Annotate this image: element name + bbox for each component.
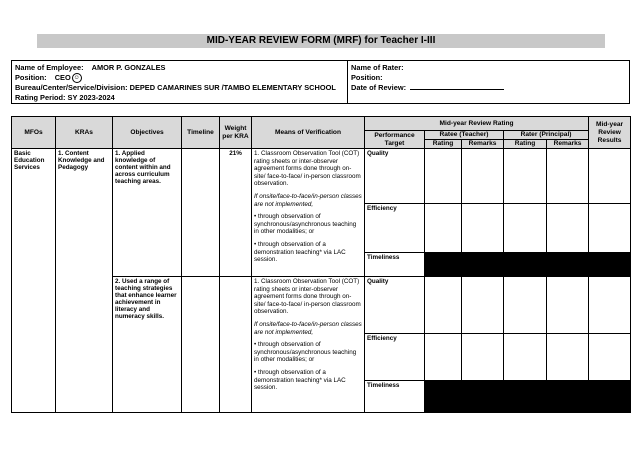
mov-cell-1 <box>252 149 365 277</box>
mov-2-item: 1. Classroom Observation Tool (COT) rating sheets or inter-observer agreement forms done through on-site/ face-to-face/ in-person classroom observation. <box>254 278 361 316</box>
ratee-rating-cell[interactable] <box>425 204 462 253</box>
results-cell[interactable] <box>589 334 631 381</box>
position-line <box>15 73 82 83</box>
ratee-remarks-cell[interactable] <box>462 334 504 381</box>
target-timeliness-2: Timeliness <box>365 381 425 413</box>
header-ratee-remarks: Remarks <box>462 140 504 149</box>
mov-2-item: If onsite/face-to-face/in-person classes are not implemented, <box>254 320 362 336</box>
mov-1-item: • through observation of a demonstration teaching* via LAC session. <box>254 240 346 264</box>
target-quality-1: Quality <box>365 149 425 204</box>
header-weight: Weight per KRA <box>220 117 252 149</box>
kra-cell: 1. Content Knowledge and Pedagogy <box>56 149 113 413</box>
objective-1: 1. Applied knowledge of content within and across curriculum teaching areas. <box>113 149 182 277</box>
header-rater: Rater (Principal) <box>504 131 589 140</box>
position-label: Position: <box>15 73 47 82</box>
ratee-remarks-cell[interactable] <box>462 149 504 204</box>
target-timeliness-1: Timeliness <box>365 253 425 277</box>
objective-2: 2. Used a range of teaching strategies that enhance learner achievement in literacy and numeracy skills. <box>113 277 182 413</box>
position-value: CEO <box>54 73 71 82</box>
header-ratee-rating: Rating <box>425 140 462 149</box>
bureau-label: Bureau/Center/Service/Division: <box>15 83 128 92</box>
rater-remarks-cell[interactable] <box>547 334 589 381</box>
rater-remarks-cell[interactable] <box>547 277 589 334</box>
rater-position-label: Position: <box>351 73 383 82</box>
ratee-rating-cell[interactable] <box>425 334 462 381</box>
rating-period: Rating Period: SY 2023-2024 <box>15 93 115 102</box>
mov-1-item: 1. Classroom Observation Tool (COT) rating sheets or inter-observer agreement forms done through on-site/ face-to-face/ in-person classroom observation. <box>254 150 361 188</box>
target-efficiency-1: Efficiency <box>365 204 425 253</box>
header-ratee: Ratee (Teacher) <box>425 131 504 140</box>
bureau-line <box>15 83 336 92</box>
header-mfos: MFOs <box>12 117 56 149</box>
form-title: MID-YEAR REVIEW FORM (MRF) for Teacher I-III <box>37 34 605 48</box>
ratee-rating-cell[interactable] <box>425 149 462 204</box>
target-efficiency-2: Efficiency <box>365 334 425 381</box>
bureau-value: DEPED CAMARINES SUR /TAMBO ELEMENTARY SCHOOL <box>129 83 336 92</box>
timeline-cell-1[interactable] <box>182 149 220 277</box>
mfo-cell: Basic Education Services <box>12 149 56 413</box>
employee-info-box <box>11 60 630 104</box>
header-kras: KRAs <box>56 117 113 149</box>
results-cell[interactable] <box>589 204 631 253</box>
ratee-remarks-cell[interactable] <box>462 277 504 334</box>
rater-rating-cell[interactable] <box>504 149 547 204</box>
weight-cell: 21% <box>220 149 252 277</box>
blacked-out-cell <box>425 253 631 277</box>
header-rater-rating: Rating <box>504 140 547 149</box>
mov-cell-2 <box>252 277 365 413</box>
mov-1-item: • through observation of synchronous/asynchronous teaching in other modalities; or <box>254 213 357 236</box>
header-results: Mid-year Review Results <box>589 117 631 149</box>
employee-name: AMOR P. GONZALES <box>91 63 166 72</box>
header-mov: Means of Verification <box>252 117 365 149</box>
rater-remarks-cell[interactable] <box>547 149 589 204</box>
employee-label: Name of Employee: <box>15 63 84 72</box>
header-performance-target: Performance Target <box>365 131 425 149</box>
review-table <box>11 116 631 413</box>
weight-cell-2 <box>220 277 252 413</box>
rater-rating-cell[interactable] <box>504 204 547 253</box>
rater-name-label: Name of Rater: <box>351 63 404 72</box>
header-timeline: Timeline <box>182 117 220 149</box>
mov-2-item: • through observation of synchronous/asynchronous teaching in other modalities; or <box>254 341 357 364</box>
review-date-line <box>351 83 504 92</box>
rater-remarks-cell[interactable] <box>547 204 589 253</box>
ratee-rating-cell[interactable] <box>425 277 462 334</box>
review-date-label: Date of Review: <box>351 83 407 92</box>
table-row <box>12 149 631 204</box>
employee-info <box>12 61 348 103</box>
results-cell[interactable] <box>589 149 631 204</box>
blacked-out-cell <box>425 381 631 413</box>
results-cell[interactable] <box>589 277 631 334</box>
review-date-field[interactable] <box>410 83 504 90</box>
header-objectives: Objectives <box>113 117 182 149</box>
mov-1-item: If onsite/face-to-face/in-person classes are not implemented, <box>254 192 362 208</box>
rater-info <box>348 61 629 103</box>
header-mid-year-rating: Mid-year Review Rating <box>365 117 589 131</box>
smiley-icon: ☺ <box>73 75 80 82</box>
ratee-remarks-cell[interactable] <box>462 204 504 253</box>
mov-2-item: • through observation of a demonstration teaching* via LAC session. <box>254 368 346 392</box>
target-quality-2: Quality <box>365 277 425 334</box>
rater-rating-cell[interactable] <box>504 277 547 334</box>
employee-name-line <box>15 63 165 72</box>
rater-rating-cell[interactable] <box>504 334 547 381</box>
header-row-1 <box>12 117 631 131</box>
header-rater-remarks: Remarks <box>547 140 589 149</box>
timeline-cell-2[interactable] <box>182 277 220 413</box>
